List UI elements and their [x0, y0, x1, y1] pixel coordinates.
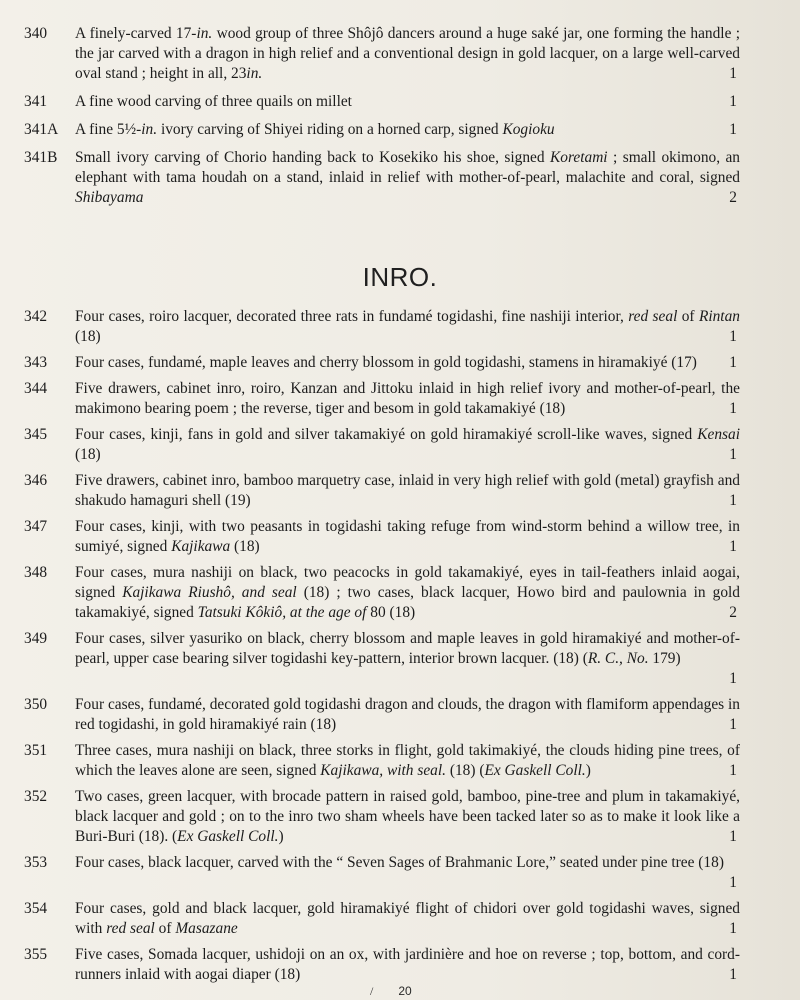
lot-quantity: 1: [729, 828, 737, 845]
catalogue-entry: [0, 307, 800, 347]
lot-description: [75, 695, 740, 735]
lot-number: 350: [24, 696, 48, 713]
catalogue-entry: [0, 148, 800, 208]
description-text: Four cases, mura nashiji on black, two peacocks in gold takamakiyé, eyes in tail-feathers inlaid aogai, signed: [75, 564, 740, 601]
description-text: A fine wood carving of three quails on millet: [75, 93, 352, 110]
catalogue-entry: [0, 629, 800, 689]
lot-quantity: 1: [729, 446, 737, 463]
description-italic: Ex Gaskell Coll.: [177, 828, 279, 845]
description-italic: in.: [246, 65, 263, 82]
description-italic: in.: [196, 25, 213, 42]
description-italic: red seal: [628, 308, 678, 325]
lot-description: [75, 307, 740, 347]
description-italic: R. C., No.: [587, 650, 649, 667]
catalogue-entry: [0, 787, 800, 847]
catalogue-entry: [0, 379, 800, 419]
description-text: Four cases, fundamé, decorated gold togidashi dragon and clouds, the dragon with flamiform appendages in red togidashi, in gold hiramakiyé rain (18): [75, 696, 740, 733]
description-italic: red seal: [106, 920, 155, 937]
description-italic: Kajikawa: [171, 538, 231, 555]
lot-quantity: 1: [729, 65, 737, 82]
description-italic: Ex Gaskell Coll.: [484, 762, 586, 779]
description-italic: in.: [141, 121, 158, 138]
lot-number: 353: [24, 854, 48, 871]
description-italic: Tatsuki Kôkiô, at the age of: [197, 604, 367, 621]
catalogue-entry: [0, 899, 800, 939]
lot-number: 340: [24, 25, 48, 42]
description-text: Four cases, fundamé, maple leaves and cherry blossom in gold togidashi, stamens in hiramakiyé (17): [75, 354, 697, 371]
description-text: Four cases, silver yasuriko on black, cherry blossom and maple leaves in gold hiramakiyé and mother-of-pearl, upper case bearing silver togidashi key-pattern, interior brown lacquer. (18) (: [75, 630, 740, 667]
lot-quantity: 1: [729, 966, 737, 983]
catalogue-entry: [0, 741, 800, 781]
lot-quantity: 1: [729, 670, 737, 687]
catalogue-entry: [0, 563, 800, 623]
pen-mark: /: [370, 984, 374, 998]
section-heading: INRO.: [362, 262, 438, 292]
lot-description: [75, 92, 740, 112]
lot-quantity: 1: [729, 538, 737, 555]
lot-quantity: 1: [729, 121, 737, 138]
lot-quantity: 2: [729, 604, 737, 621]
description-text: ivory carving of Shiyei riding on a horned carp, signed: [157, 121, 503, 138]
lot-description: [75, 353, 740, 373]
description-text: of: [677, 308, 699, 325]
catalogue-entry: [0, 471, 800, 511]
description-text: A finely-carved 17-: [75, 25, 197, 42]
description-italic: Masazane: [175, 920, 238, 937]
catalogue-entry: [0, 695, 800, 735]
lot-number: 341B: [24, 149, 58, 166]
lot-description: [75, 425, 740, 465]
description-text: Two cases, green lacquer, with brocade pattern in raised gold, bamboo, pine-tree and plum in takamakiyé, black lacquer and gold ; on to the inro two sham wheels have been tacked later so as to make it look like a Buri-Buri (18). (: [75, 788, 740, 845]
description-italic: Rintan: [698, 308, 740, 325]
lot-number: 354: [24, 900, 48, 917]
lot-description: [75, 24, 740, 84]
description-text: A fine 5½-: [75, 121, 142, 138]
description-text: of: [154, 920, 176, 937]
lot-number: 349: [24, 630, 48, 647]
catalogue-entry: [0, 24, 800, 84]
description-text: Five cases, Somada lacquer, ushidoji on an ox, with jardinière and hoe on reverse ; top, bottom, and cord-runners inlaid with aogai diaper (18): [75, 946, 740, 983]
description-text: Four cases, kinji, fans in gold and silver takamakiyé on gold hiramakiyé scroll-like waves, signed: [75, 426, 698, 443]
catalogue-entry: [0, 425, 800, 465]
lot-description: [75, 629, 740, 669]
lot-quantity: 1: [729, 492, 737, 509]
description-italic: Kajikawa Riushô, and seal: [122, 584, 297, 601]
lot-description: [75, 899, 740, 939]
catalogue-entry: [0, 853, 800, 893]
description-text: Five drawers, cabinet inro, bamboo marquetry case, inlaid in very high relief with gold (metal) grayfish and shakudo hamaguri shell (19): [75, 472, 740, 509]
lot-description: [75, 741, 740, 781]
lot-number: 344: [24, 380, 48, 397]
description-italic: Shibayama: [75, 189, 144, 206]
lot-number: 341A: [24, 121, 59, 138]
catalogue-entry: [0, 517, 800, 557]
description-text: Five drawers, cabinet inro, roiro, Kanzan and Jittoku inlaid in high relief ivory and mother-of-pearl, the makimono bearing poem ; the reverse, tiger and besom in gold takamakiyé (18): [75, 380, 740, 417]
description-text: (18): [230, 538, 260, 555]
lot-description: [75, 853, 740, 873]
lot-description: [75, 517, 740, 557]
lot-quantity: 2: [729, 189, 737, 206]
page-number: 20: [398, 984, 412, 998]
lot-quantity: 1: [729, 762, 737, 779]
description-text: (18) (: [446, 762, 485, 779]
lot-quantity: 1: [729, 716, 737, 733]
lot-quantity: 1: [729, 328, 737, 345]
description-italic: Kensai: [697, 426, 740, 443]
lot-quantity: 1: [729, 93, 737, 110]
lot-description: [75, 563, 740, 623]
lot-number: 347: [24, 518, 48, 535]
catalogue-entry: [0, 120, 800, 140]
description-text: Four cases, black lacquer, carved with the “ Seven Sages of Brahmanic Lore,” seated under pine tree (18): [75, 854, 724, 871]
catalogue-entry: [0, 92, 800, 112]
lot-quantity: 1: [729, 920, 737, 937]
description-text: Four cases, kinji, with two peasants in togidashi taking refuge from wind-storm behind a willow tree, in sumiyé, signed: [75, 518, 740, 555]
lot-quantity: 1: [729, 354, 737, 371]
lot-number: 351: [24, 742, 48, 759]
lot-description: [75, 787, 740, 847]
lot-number: 348: [24, 564, 48, 581]
description-text: ; small okimono, an elephant with tama houdah on a stand, inlaid in relief with mother-of-pearl, malachite and coral, signed: [75, 149, 741, 186]
description-text: (18): [75, 446, 101, 463]
description-text: ): [585, 762, 591, 779]
lot-number: 352: [24, 788, 48, 805]
lot-number: 355: [24, 946, 48, 963]
lot-description: [75, 120, 740, 140]
description-italic: Kajikawa, with seal.: [320, 762, 446, 779]
lot-number: 341: [24, 93, 48, 110]
description-text: ): [278, 828, 284, 845]
catalogue-entry: [0, 353, 800, 373]
lot-number: 342: [24, 308, 48, 325]
description-text: 179): [648, 650, 681, 667]
lot-description: [75, 945, 740, 985]
description-text: (18): [75, 328, 101, 345]
description-text: Small ivory carving of Chorio handing back to Kosekiko his shoe, signed: [75, 149, 551, 166]
description-text: Three cases, mura nashiji on black, three storks in flight, gold takimakiyé, the clouds hiding pine trees, of which the leaves alone are seen, signed: [75, 742, 740, 779]
lot-description: [75, 148, 740, 208]
description-text: Four cases, roiro lacquer, decorated three rats in fundamé togidashi, fine nashiji interior,: [75, 308, 629, 325]
description-text: 80 (18): [366, 604, 416, 621]
lot-quantity: 1: [729, 874, 737, 891]
lot-number: 343: [24, 354, 48, 371]
catalogue-entry: [0, 945, 800, 985]
lot-number: 346: [24, 472, 48, 489]
lot-number: 345: [24, 426, 48, 443]
description-italic: Kogioku: [502, 121, 555, 138]
description-italic: Koretami: [550, 149, 608, 166]
lot-quantity: 1: [729, 400, 737, 417]
description-text: wood group of three Shôjô dancers around a huge saké jar, one forming the handle ; the jar carved with a dragon in high relief and a conventional design in gold lacquer, on a large well-carved oval stand ; height in all, 23: [75, 25, 740, 82]
lot-description: [75, 471, 740, 511]
description-text: Four cases, gold and black lacquer, gold hiramakiyé flight of chidori over gold togidashi waves, signed with: [75, 900, 740, 937]
description-text: (18) ; two cases, black lacquer, Howo bird and paulownia in gold takamakiyé, signed: [75, 584, 740, 621]
lot-description: [75, 379, 740, 419]
